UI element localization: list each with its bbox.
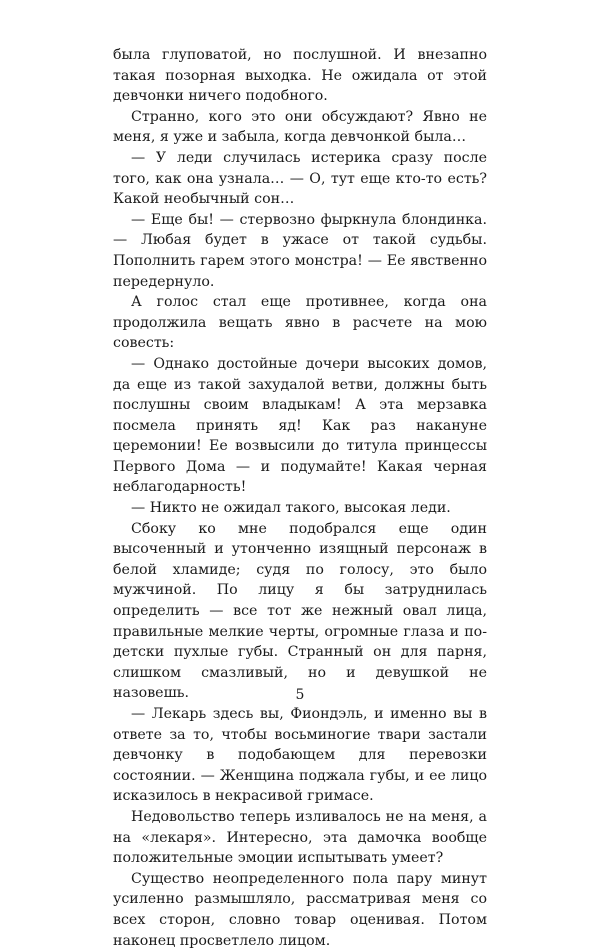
paragraph-6: — Однако достойные дочери высоких домов, да еще из такой захудалой ветви, должны быть послушны своим владыкам! А эта мерзавка посмела принять яд! Как раз накануне церемонии! Ее возвысили до титула принцессы Первого Дома — и подумайте! Какая черная неблагодарность! [113,355,487,496]
paragraph-2: Странно, кого это они обсуждают? Явно не меня, я уже и забыла, когда девчонкой была… [113,108,487,146]
paragraph-8: Сбоку ко мне подобрался еще один высоченный и утонченно изящный персонаж в белой хламиде; судя по голосу, это было мужчиной. По лицу я бы затруднилась определить — все тот же нежный овал лица, правильные мелкие черты, огромные глаза и по-детски пухлые губы. Странный он для парня, слишком смазливый, но и девушкой не назовешь. [113,520,487,702]
page-number: 5 [295,687,305,703]
paragraph-5: А голос стал еще противнее, когда она продолжила вещать явно в расчете на мою совесть: [113,294,487,352]
paragraph-1: была глуповатой, но послушной. И внезапно такая позорная выходка. Не ожидала от этой девчонки ничего подобного. [113,47,487,105]
paragraph-3: — У леди случилась истерика сразу после того, как она узнала… — О, тут еще кто-то есть? Какой необычный сон… [113,149,487,208]
body-text [113,45,487,951]
paragraph-7: — Никто не ожидал такого, высокая леди. [131,500,451,517]
paragraph-10: Недовольство теперь изливалось не на меня, а на «лекаря». Интересно, эта дамочка вообще положительные эмоции испытывать умеет? [113,808,487,867]
paragraph-9: — Лекарь здесь вы, Фиондэль, и именно вы в ответе за то, чтобы восьминогие твари застали девчонку в подобающем для перевозки состоянии. — Женщина поджала губы, и ее лицо исказилось в некрасивой гримасе. [113,706,487,805]
paragraph-4: — Еще бы! — стервозно фыркнула блондинка. — Любая будет в ужасе от такой судьбы. Пополнить гарем этого монстра! — Ее явственно передернуло. [113,211,487,290]
paragraph-11: Существо неопределенного пола пару минут усиленно размышляло, рассматривая меня со всех сторон, словно товар оценивая. Потом наконец просветлело лицом. [113,870,487,949]
